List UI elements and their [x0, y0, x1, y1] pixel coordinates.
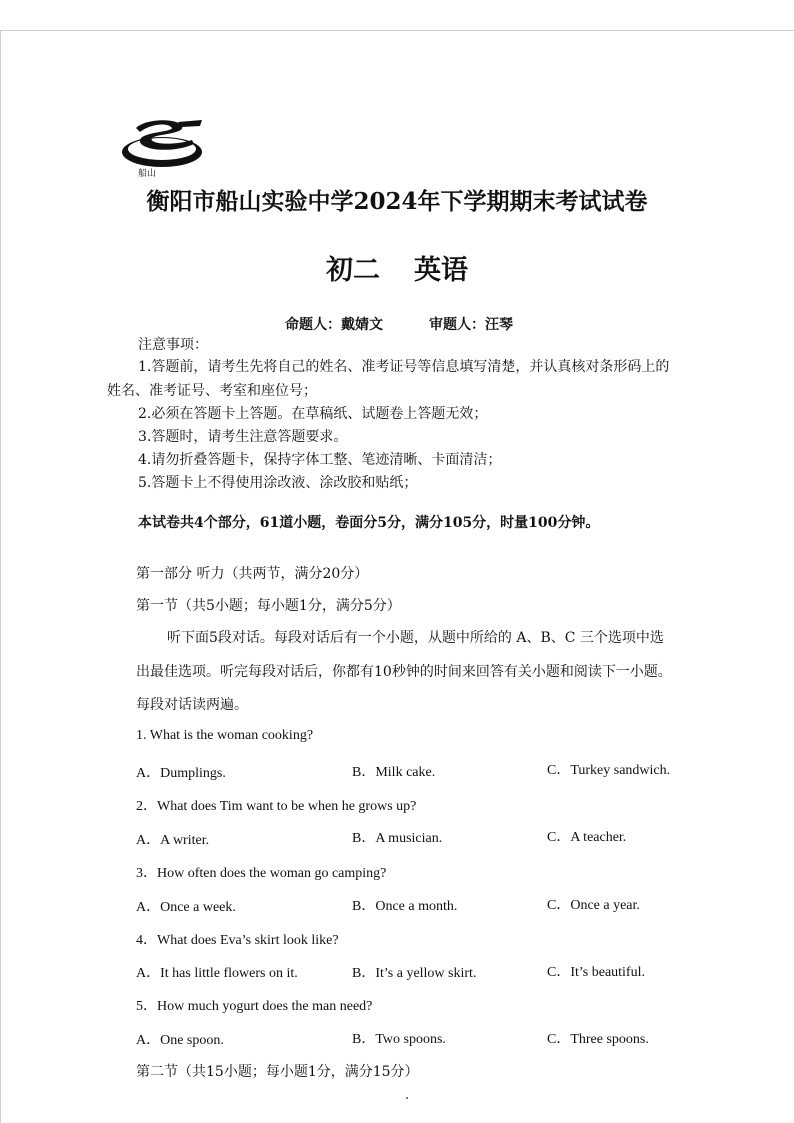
part1-heading: 第一部分 听力（共两节，满分20分） — [136, 566, 369, 582]
question-2-option-b: B．A musician. — [352, 831, 443, 846]
note-item-2: 2.必须在答题卡上答题。在草稿纸、试题卷上答题无效； — [138, 406, 488, 422]
question-2-option-c: C．A teacher. — [547, 830, 627, 845]
note-item-3: 3.答题时，请考生注意答题要求。 — [138, 429, 348, 445]
instructions-line-2: 出最佳选项。听完每段对话后，你都有10秒钟的时间来回答有关小题和阅读下一小题。 — [136, 664, 672, 680]
notes-heading: 注意事项： — [138, 337, 208, 353]
setter-label: 命题人：戴婧文 — [285, 317, 383, 333]
question-5-stem: 5．How much yogurt does the man need? — [136, 999, 373, 1014]
section1-heading: 第一节（共5小题；每小题1分，满分5分） — [136, 598, 401, 614]
question-5-option-c: C．Three spoons. — [547, 1032, 649, 1047]
question-4-option-c: C．It’s beautiful. — [547, 965, 645, 980]
note-item-4: 4.请勿折叠答题卡，保持字体工整、笔迹清晰、卡面清洁； — [138, 452, 502, 468]
exam-title: 衡阳市船山实验中学2024年下学期期末考试试卷 — [146, 188, 648, 215]
question-4-option-b: B．It’s a yellow skirt. — [352, 966, 477, 981]
reviewer-label: 审题人：汪琴 — [429, 317, 513, 333]
note-item-5: 5.答题卡上不得使用涂改液、涂改胶和贴纸； — [138, 475, 418, 491]
page-edge-top — [0, 30, 794, 31]
question-2-stem: 2．What does Tim want to be when he grows up? — [136, 799, 417, 814]
exam-summary: 本试卷共4个部分，61道小题，卷面分5分，满分105分，时量100分钟。 — [138, 515, 600, 531]
question-2-option-a: A．A writer. — [136, 833, 210, 848]
question-5-option-a: A．One spoon. — [136, 1033, 224, 1048]
question-1-option-a: A．Dumplings. — [136, 766, 226, 781]
scan-speck — [406, 1097, 408, 1099]
question-1-stem: 1. What is the woman cooking? — [136, 728, 314, 743]
question-4-stem: 4．What does Eva’s skirt look like? — [136, 933, 339, 948]
note-item-1-line-2: 姓名、准考证号、考室和座位号； — [107, 383, 317, 399]
question-3-option-a: A．Once a week. — [136, 900, 236, 915]
instructions-line-3: 每段对话读两遍。 — [136, 697, 248, 713]
question-1-option-b: B．Milk cake. — [352, 765, 436, 780]
question-5-option-b: B．Two spoons. — [352, 1032, 446, 1047]
exam-authors — [285, 314, 513, 334]
subject-label: 英语 — [414, 255, 468, 286]
grade-label: 初二 — [326, 255, 380, 286]
school-logo — [116, 118, 214, 180]
question-1-option-c: C．Turkey sandwich. — [547, 763, 671, 778]
svg-text:船山: 船山 — [138, 169, 157, 179]
note-item-1-line-1: 1.答题前，请考生先将自己的姓名、准考证号等信息填写清楚，并认真核对条形码上的 — [138, 359, 670, 375]
question-3-option-c: C．Once a year. — [547, 898, 640, 913]
question-4-option-a: A．It has little flowers on it. — [136, 966, 298, 981]
exam-subject-heading — [0, 248, 794, 287]
section2-heading: 第二节（共15小题；每小题1分，满分15分） — [136, 1064, 419, 1080]
question-3-option-b: B．Once a month. — [352, 899, 458, 914]
question-3-stem: 3．How often does the woman go camping? — [136, 866, 387, 881]
instructions-line-1: 听下面5段对话。每段对话后有一个小题，从题中所给的 A、B、C 三个选项中选 — [167, 630, 664, 646]
